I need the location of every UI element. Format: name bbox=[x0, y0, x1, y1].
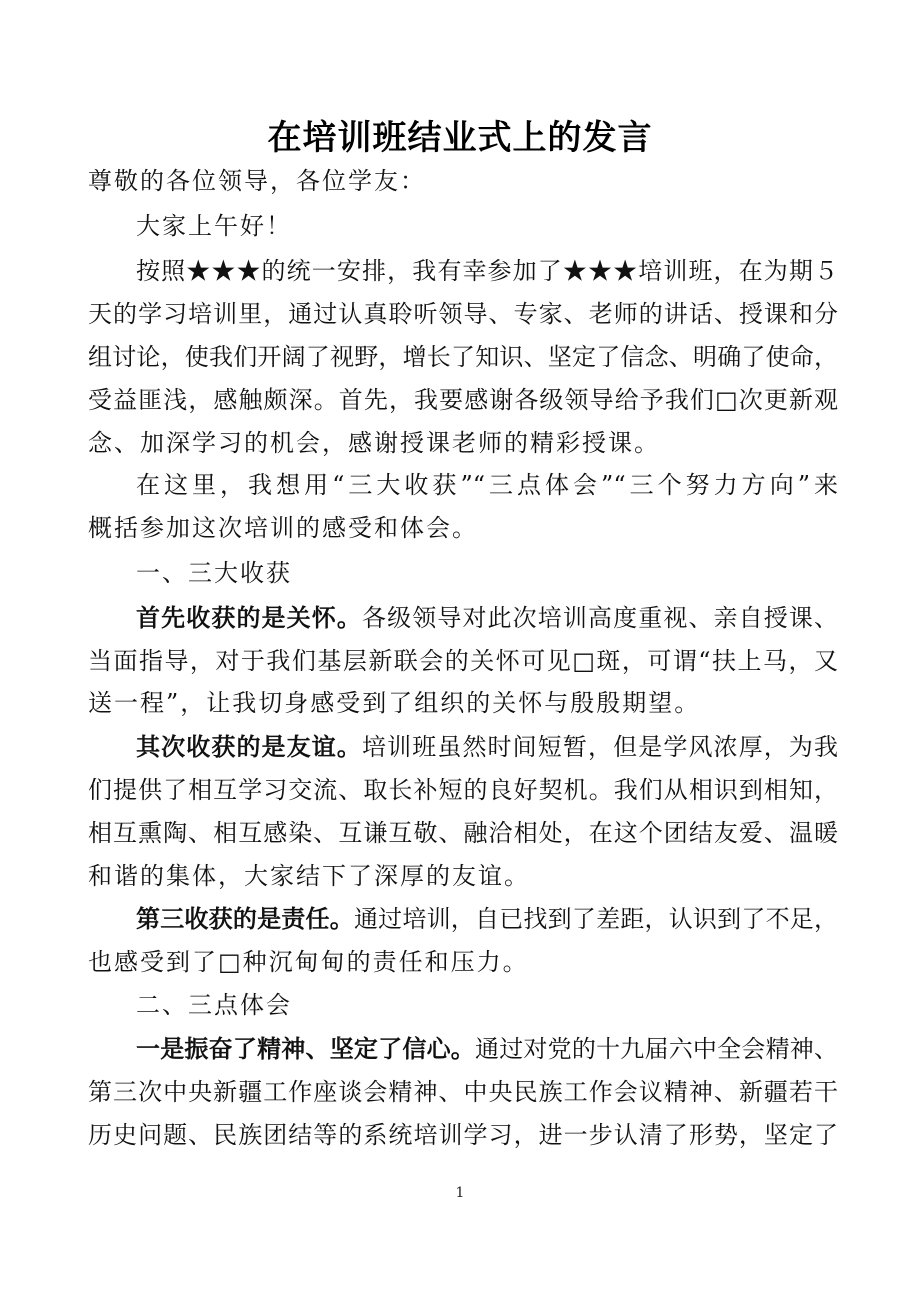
paragraph-line: 念、加深学习的机会，感谢授课老师的精彩授课。 bbox=[88, 429, 660, 457]
paragraph-line: 们提供了相互学习交流、取长补短的良好契机。我们从相识到相知， bbox=[88, 776, 838, 804]
paragraph-text: 培训班虽然时间短暂，但是学风浓厚，为我 bbox=[362, 733, 838, 761]
paragraph-line: 在这里，我想用“三大收获”“三点体会”“三个努力方向”来 bbox=[136, 471, 838, 499]
paragraph-lead: 其次收获的是友谊。 bbox=[136, 732, 362, 761]
paragraph-line: 也感受到了□种沉甸甸的责任和压力。 bbox=[88, 948, 529, 976]
paragraph-line bbox=[136, 1034, 838, 1064]
paragraph-text: 通过对党的十九届六中全会精神、 bbox=[475, 1035, 838, 1063]
paragraph-line: 受益匪浅，感触颇深。首先，我要感谢各级领导给予我们□次更新观 bbox=[88, 386, 838, 414]
paragraph-line: 历史问题、民族团结等的系统培训学习，进一步认清了形势，坚定了 bbox=[88, 1121, 838, 1149]
paragraph-text: 通过培训，自已找到了差距，认识到了不足， bbox=[353, 905, 839, 933]
section-heading: 二、三点体会 bbox=[136, 991, 292, 1019]
greeting: 大家上午好！ bbox=[136, 212, 292, 240]
paragraph-lead: 一是振奋了精神、坚定了信心。 bbox=[136, 1034, 475, 1063]
paragraph-text: 各级领导对此次培训高度重视、亲自授课、 bbox=[362, 604, 838, 632]
paragraph-line: 天的学习培训里，通过认真聆听领导、专家、老师的讲话、授课和分 bbox=[88, 300, 838, 328]
paragraph-line bbox=[136, 732, 838, 762]
paragraph-line: 按照★★★的统一安排，我有幸参加了★★★培训班，在为期５ bbox=[136, 257, 838, 285]
paragraph-line: 相互熏陶、相互感染、互谦互敬、融洽相处，在这个团结友爱、温暖 bbox=[88, 819, 838, 847]
paragraph-line: 第三次中央新疆工作座谈会精神、中央民族工作会议精神、新疆若干 bbox=[88, 1078, 838, 1106]
paragraph-line bbox=[136, 904, 838, 934]
paragraph-line bbox=[136, 603, 838, 633]
paragraph-line: 和谐的集体，大家结下了深厚的友谊。 bbox=[88, 862, 530, 890]
paragraph-line: 送一程”，让我切身感受到了组织的关怀与殷殷期望。 bbox=[88, 689, 701, 717]
paragraph-line: 组讨论，使我们开阔了视野，增长了知识、坚定了信念、明确了使命， bbox=[88, 343, 838, 371]
section-heading: 一、三大收获 bbox=[136, 559, 292, 587]
paragraph-line: 概括参加这次培训的感受和体会。 bbox=[88, 514, 478, 542]
paragraph-lead: 第三收获的是责任。 bbox=[136, 904, 354, 933]
paragraph-lead: 首先收获的是关怀。 bbox=[136, 603, 362, 632]
document-title: 在培训班结业式上的发言 bbox=[267, 118, 653, 158]
page-number: 1 bbox=[455, 1185, 465, 1201]
paragraph-line: 当面指导，对于我们基层新联会的关怀可见□斑，可谓“扶上马，又 bbox=[88, 647, 838, 675]
salutation: 尊敬的各位领导，各位学友： bbox=[88, 167, 426, 195]
